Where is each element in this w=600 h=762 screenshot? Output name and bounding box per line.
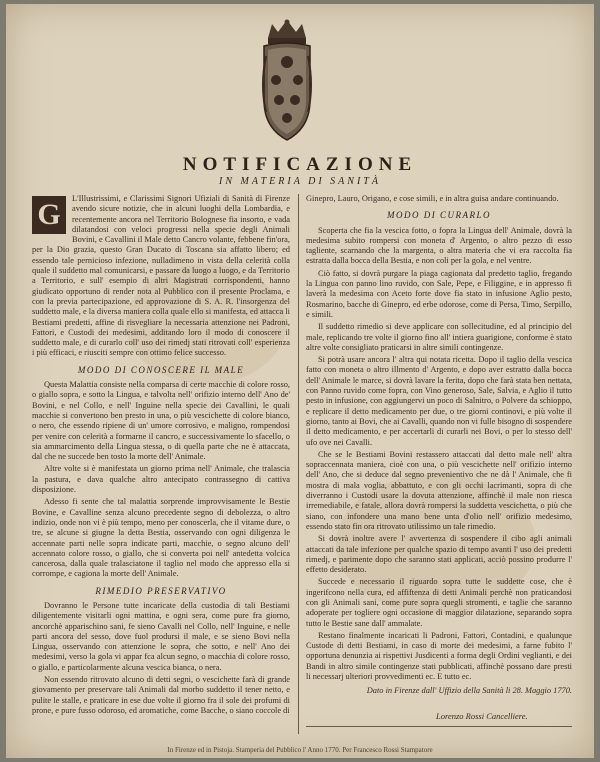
medici-coat-of-arms-icon bbox=[258, 16, 316, 144]
right-column bbox=[306, 194, 572, 697]
section-heading-remedy: RIMEDIO PRESERVATIVO bbox=[95, 585, 227, 596]
paragraph: Dovranno le Persone tutte incaricate della custodia di tali Bestiami diligentemente visitarli ogni mattina, e ogni sera, come pure fra giorno, ancorchè apparischino sani, fe sieno Cavalli nel Collo, nell' Inguine, e nelle parti ancora del sesso, dove fuol prodursi il male, e se sieno Bovi nella Lingua, osservando con attenzione le sopra, che sotto, e nell' Ano dei medesimi, verso la gola vi appar fca alcun segno, o macchia di colore rosso, o giallo, e particolarmente alcuna vescica bianca, o nera. bbox=[32, 600, 290, 672]
paragraph: Ciò fatto, si dovrà purgare la piaga cagionata dal predetto taglio, fregando la Lingua con panno lino ruvido, con Sale, Pepe, e Filiggine, e in appresso fi laverà la medesima con Aceto forte dove fia stato in infusione Aglio pesto, Rosmarino, bacche di Ginepro, ed erbe odorose, come di Persa, Timo, Serpillo, e simili. bbox=[306, 268, 572, 319]
paragraph: Si dovrà inoltre avere l' avvertenza di sospendere il cibo agli animali attaccati da tale infezione per qualche spazio di tempo avanti l' uso dei predetti rimedj, e parimente dopo che saranno stati applicati, acciò possino produrre l' effetto desiderato. bbox=[306, 534, 572, 575]
paragraph: Questa Malattia consiste nella comparsa di certe macchie di colore rosso, o giallo sopra, e sotto la Lingua, e talvolta nell' orifizio interno dell' Ano de' Bovini, e nel Collo, e nell' Inguine nella specie dei Cavallini, le quali macchie si convertono ben presto in una, o più vescichette di colore bianco, o nero, che essendo ripiene di un' umore corrosivo, e maligno, rompendosi per venire con celerità a formarne il cancro, e successivamente lo sfacello, o sia ammarcimento della Lingua stessa, o di quella parte che ne è attaccata, dal che ne succede ben tosto la morte dell' Animale. bbox=[32, 380, 290, 462]
paragraph: Che se le Bestiami Bovini restassero attaccati dal detto male nell' altra sopraccennata maniera, cioè con una, o più vescichette nell' orifizio interno dell' Ano, che si deduce dal segno prevenientivo che ne dà l' Animale, che fi mostra di mala voglia, abbattuto, e con gli occhi lacrimanti, sopra di che diverranno i Custodi usare la dovuta attenzione, affinchè il male non riesca irremediabile, e fatale, allora dovrà rompersi la suddetta vescichetta, o più che siano, con infondere una mano bene unta d'olio nell' orifizio medesimo, essendo stato fin ora ritrovato utilissimo un tale rimedio. bbox=[306, 449, 572, 531]
issue-date: Dato in Firenze dall' Uffizio della Sanità li 28. Maggio 1770. bbox=[366, 686, 572, 696]
printer-imprint: In Firenze ed in Pistoja. Stamperia del Pubblico l' Anno 1770. Per Francesco Rossi Stampatore bbox=[167, 746, 433, 754]
paragraph: Scoperta che fia la vescica fotto, o fopra la Lingua dell' Animale, dovrà la medesima subito rompersi con moneta d' Argento, o altro pezzo di esso tagliente, scarnando che la margenta, o altra materia che vi era raccolta fia estratta dalla bocca della Bestia, e non coli per la gola, e nel ventre. bbox=[306, 225, 572, 266]
document-sheet bbox=[6, 4, 594, 758]
document-subtitle: IN MATERIA DI SANITÀ bbox=[219, 176, 381, 187]
signature-rule bbox=[306, 726, 572, 727]
section-heading-cure: MODO DI CURARLO bbox=[387, 210, 491, 221]
paragraph: Altre volte si è manifestata un giorno prima nell' Animale, che tralascia la pastura, e dava qualche altro antecipato contrassegno di cattiva disposizione. bbox=[32, 464, 290, 495]
paragraph: Ginepro, Lauro, Origano, e cose simili, e in altra guisa andare continuando. bbox=[306, 194, 559, 203]
paragraph: Il suddetto rimedio si deve applicare con sollecitudine, ed al principio del male, replicando tre volte il giorno fino all' intiera guarigione, conforme è stato altre volte consigliato praticarsi in altre simili contingenze. bbox=[306, 322, 572, 352]
left-column bbox=[32, 194, 290, 718]
paragraph: Succede e necessario il riguardo sopra tutte le suddette cose, che è ingerifcono nella cura, ed affiftenza di detti Animali perchè non praticandosi con gli Animali sani, come pure sopra quegli stromenti, e taglie che saranno adoperate per togliere ogni occasione di maggior dilatazione, separando sopra tutto le Bestie sane dall' ammalate. bbox=[306, 577, 572, 628]
paragraph: Restano finalmente incaricati li Padroni, Fattori, Contadini, e qualunque Custode di detti Bestiami, in caso di morte dei medesimi, a farne fubito l' opportuna denunzia ai rispettivi Jusdicenti a forma degli Ordini veglianti, e dei Bandi in altro simile contingenze stati pubblicati, affinchè possano dare presti li necessarj ulteriori provvedimenti ec. E tutto ec. bbox=[306, 630, 572, 682]
dropcap-letter: G bbox=[32, 196, 66, 234]
section-heading-recognize: MODO DI CONOSCERE IL MALE bbox=[77, 364, 245, 375]
document-title: NOTIFICAZIONE bbox=[182, 154, 418, 175]
intro-text: L'Illustrissimi, e Clarissimi Signori Ufiziali di Sanità di Firenze avendo sicure notizie, che in alcuni luoghi della Lombardia, e recentemente ancora nel Territorio Bolognese fia insorto, e vada dilatandosi con veloci progressi nella specie degli Animali Bovini, e Cavallini il Male detto Cancro volante, febbene fin'ora, per la Dio grazia, questo Gran Ducato di Toscana sia affatto libero; ed essendo tale pernicioso infezione, nulladimeno in vista della celerità colla quale il suddetto mal comunicarsi, e passare da luogo a luogo, e da Territorio a Territorio, e sull' esempio di altri Magistrati corrispondenti, hanno giudicato opportuno di render nota al Pubblico con il presente Proclama, e con la previa partecipazione, ed approvazione di S. A. R. l'insorgenza del suddetto male, e la diversa maniera colla quale ello si manifesta, ed attacca li Bestiami predetti, affine di risvegliare la necessaria attenzione nei Padroni, Fattori, e Custodi dei medesimi, additando loro il modo di conoscere il suddetto male, e di curarlo coll' uso dei rimedj stati ritrovati coll' esperienza i più efficaci, e riusciti sempre con ottimo felice successo. bbox=[32, 194, 290, 358]
intro-paragraph bbox=[32, 194, 290, 359]
paragraph: Non essendo ritrovato alcuno di detti segni, o vescichette farà di grande giovamento per preservare tali Animali dal morbo suddetto il tener netto, e pulite le stalle, e praticare in ese due volte il giorno fra il sole dei profumi di prone, e pure fusso odoroso, ed aromatiche, come Bacche, o siano coccole di bbox=[32, 675, 290, 715]
paragraph: Si potrà usare ancora l' altra qui notata ricetta. Dopo il taglio della vescica fatto con moneta o altro illmento d' Argento, e dopo aver estratto dalla bocca dell' Animale le marce, si dovrà lavare la ferita, dopo che farà stata ben nettata, con Panno ruvido come fopra, con Vino generoso, Sale, Salvia, e Aglio il tutto pesto in infusione, con aggiungervi un poco di Salnitro, o Polvere da schioppo, e replicare il detto medicamento per due, o tre giorni continovi, e più volte il giorno, tanto ai Bovi, che ai Cavalli, quando non vi fulle bisogno di sospendere il detto medicamento, e per accertarli di curarli nei Bovi, o per lo stesso dell' ufo ove nei Cavalli. bbox=[306, 355, 572, 447]
signature-line: Lorenzo Rossi Cancelliere. bbox=[436, 711, 528, 721]
paragraph: Adesso fi sente che tal malattia sorprende improvvisamente le Bestie Bovine, e Cavalline senza alcuno precedente segno di debolezza, o altro indizio, onde non vi è più tempo, meno per conoscerla, che il vitame dure, o tre, se alcune si giugne la detta Bestia, osservando con ogni diligenza le accennate parti nelle sopra indicate parti, macchie, o segno alcuno dell' accennato colore rosso, o giallo, che si converta poi nell' antedetta volcica cancerosa, dalla quale tralasciatone il taglio nel modo che appresso ella si corrompe, e cagiona la morte dell' Animale. bbox=[32, 497, 290, 579]
column-divider bbox=[298, 194, 299, 734]
